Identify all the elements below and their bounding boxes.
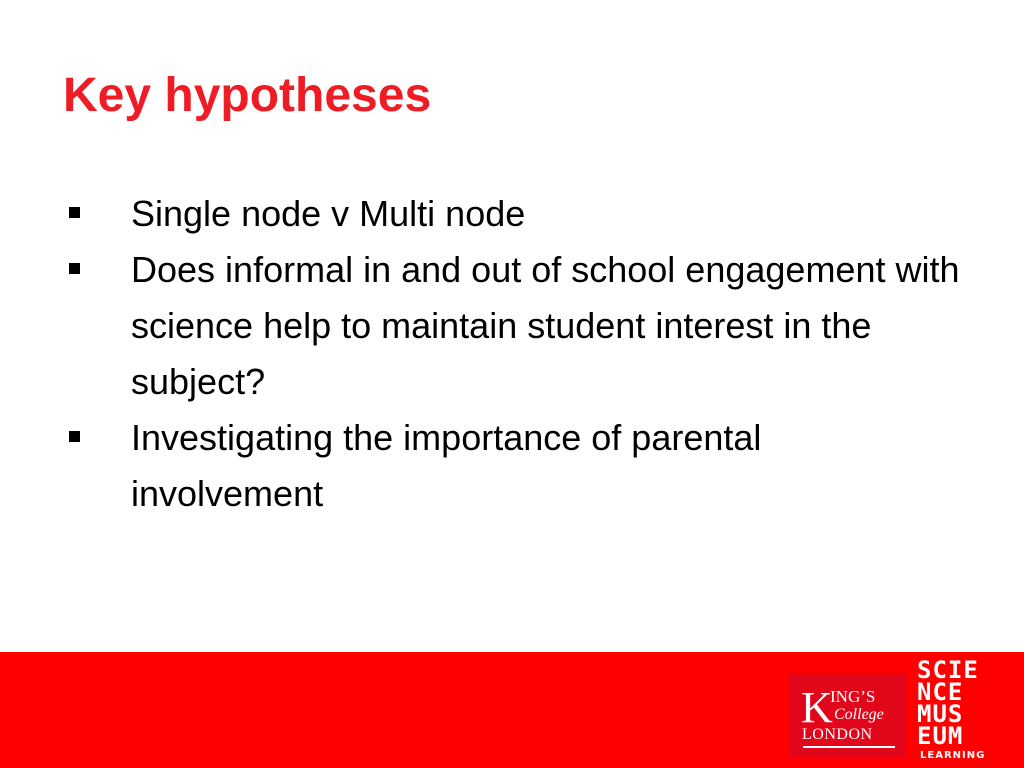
slide-title: Key hypotheses (63, 69, 432, 122)
sm-logo-line: MUS (917, 700, 964, 728)
kings-college-london-logo (790, 673, 906, 757)
kcl-logo-rule (803, 746, 895, 748)
square-bullet-icon (69, 431, 80, 442)
kcl-logo-college: College (834, 706, 884, 723)
bullet-item (63, 186, 963, 242)
bullet-item (63, 410, 963, 522)
sm-logo-line: SCIE (917, 656, 979, 684)
square-bullet-icon (69, 263, 80, 274)
square-bullet-icon (69, 207, 80, 218)
bullet-text: Does informal in and out of school engagement with science help to maintain student interest in the subject? (131, 249, 960, 402)
bullet-item (63, 242, 963, 410)
sm-logo-line: NCE (917, 678, 964, 706)
bullet-text: Investigating the importance of parental involvement (131, 417, 762, 514)
sm-logo-learning: LEARNING (920, 750, 986, 761)
kcl-logo-k: K (801, 683, 833, 732)
bullet-text: Single node v Multi node (131, 193, 526, 234)
sm-logo-line: EUM (917, 722, 964, 750)
bullet-list (63, 186, 963, 522)
kcl-logo-london: LONDON (802, 726, 873, 743)
kcl-logo-ings: ING’S (830, 687, 876, 706)
science-museum-learning-logo (917, 658, 991, 764)
